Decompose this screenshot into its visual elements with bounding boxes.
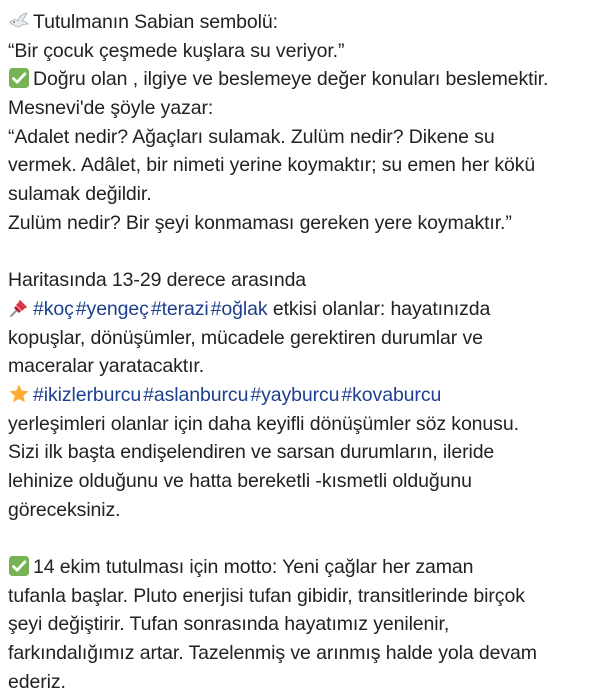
motto-text-line: şeyi değiştirir. Tufan sonrasında hayatımız yenilenir, [8, 613, 450, 636]
hashtag-link[interactable]: #terazi [150, 297, 209, 320]
dove-icon [8, 10, 30, 32]
group2-text-line: yerleşimleri olanlar için daha keyifli dönüşümler söz konusu. [8, 412, 519, 435]
check-mark-button-icon [8, 555, 30, 577]
motto-text: 14 ekim tutulması için motto: Yeni çağlar her zaman [33, 556, 474, 579]
paragraph-gap [8, 238, 594, 267]
group2-text-line: Sizi ilk başta endişelendiren ve sarsan durumların, ileride [8, 441, 495, 464]
group1-text-line: kopuşlar, dönüşümler, mücadele gerektiren durumlar ve [8, 326, 483, 349]
group1-text-line: maceralar yaratacaktır. [8, 355, 205, 378]
paragraph-gap [8, 524, 594, 553]
mesnevi-quote-line: vermek. Adâlet, bir nimeti yerine koymaktır; su emen her kökü [8, 154, 536, 177]
degree-line: Haritasında 13-29 derece arasında [8, 269, 307, 292]
hashtag-link[interactable]: #aslanburcu [143, 383, 249, 406]
advice-text: Doğru olan , ilgiye ve beslemeye değer konuları beslemektir. [33, 68, 549, 91]
symbol-quote: “Bir çocuk çeşmede kuşlara su veriyor.” [8, 39, 345, 62]
mesnevi-quote-line: sulamak değildir. [8, 183, 152, 206]
star-icon [8, 383, 30, 405]
motto-text-line: farkındalığımız artar. Tazelenmiş ve arınmış halde yola devam [8, 642, 537, 665]
hashtag-link[interactable]: #oğlak [210, 297, 268, 320]
pushpin-icon [8, 297, 30, 319]
hashtag-link[interactable]: #yengeç [75, 297, 149, 320]
check-mark-button-icon [8, 67, 30, 89]
motto-line [8, 553, 594, 582]
motto-text-line: ederiz. [8, 670, 66, 693]
hashtag-link[interactable]: #kovaburcu [341, 383, 442, 406]
group2-text-line: göreceksiniz. [8, 498, 121, 521]
mesnevi-quote-line: “Adalet nedir? Ağaçları sulamak. Zulüm nedir? Dikene su [8, 125, 495, 148]
group1-text: etkisi olanlar: hayatınızda [267, 297, 491, 320]
mesnevi-quote-line: Zulüm nedir? Bir şeyi konmaması gereken yere koymaktır.” [8, 211, 512, 234]
motto-text-line: tufanla başlar. Pluto enerjisi tufan gibidir, transitlerinde birçok [8, 584, 525, 607]
hashtag-link[interactable]: #ikizlerburcu [33, 383, 142, 406]
hashtag-link[interactable]: #yayburcu [250, 383, 340, 406]
mesnevi-intro: Mesnevi'de şöyle yazar: [8, 97, 214, 120]
post-title: Tutulmanın Sabian sembolü: [33, 11, 278, 33]
hashtag-link[interactable]: #koç [33, 297, 74, 320]
advice-line [8, 65, 594, 94]
group2-text-line: lehinize olduğunu ve hatta bereketli -kısmetli olduğunu [8, 470, 472, 492]
group2-line [8, 381, 594, 410]
title-line [8, 8, 594, 37]
group1-line [8, 295, 594, 324]
